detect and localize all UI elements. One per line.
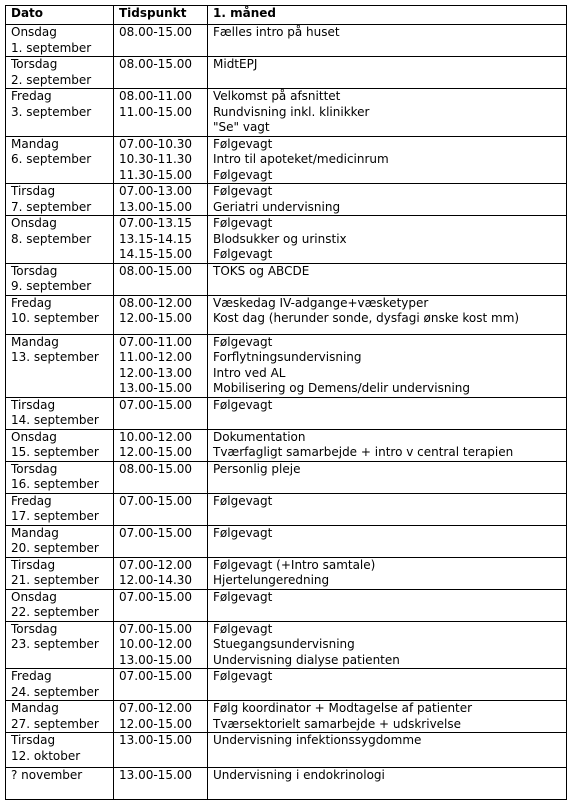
- cell-line: Fredag: [11, 493, 52, 508]
- cell-line: 15. september: [11, 445, 99, 459]
- table-row: [6, 136, 567, 184]
- cell-line: Tirsdag: [11, 184, 56, 198]
- activity-cell: [208, 557, 567, 589]
- table-row: [6, 461, 567, 493]
- date-cell: [6, 295, 114, 334]
- cell-line: 7. september: [11, 199, 92, 214]
- cell-line: Kost dag (herunder sonde, dysfagi ønske kost mm): [213, 311, 520, 325]
- date-cell: [6, 136, 114, 184]
- cell-line: Mandag: [11, 136, 59, 151]
- activity-cell: [208, 25, 567, 57]
- cell-line: Blodsukker og urinstix: [213, 231, 347, 246]
- time-cell: [114, 57, 208, 89]
- cell-line: 07.00-15.00: [119, 525, 193, 540]
- header-date: Dato: [6, 6, 114, 25]
- cell-line: Torsdag: [11, 461, 58, 476]
- date-cell: [6, 669, 114, 701]
- date-cell: [6, 89, 114, 137]
- cell-line: Følgevagt: [213, 669, 273, 683]
- cell-line: 08.00-15.00: [119, 57, 193, 71]
- time-cell: [114, 557, 208, 589]
- cell-line: Dokumentation: [213, 429, 306, 444]
- time-cell: [114, 334, 208, 397]
- cell-line: Intro ved AL: [213, 365, 286, 380]
- cell-line: Fredag: [11, 295, 52, 310]
- time-cell: [114, 295, 208, 334]
- cell-line: 08.00-15.00: [119, 263, 193, 278]
- cell-line: "Se" vagt: [213, 120, 270, 134]
- cell-line: 13. september: [11, 350, 99, 364]
- cell-line: Undervisning dialyse patienten: [213, 652, 400, 667]
- cell-line: Tværfagligt samarbejde + intro v central terapien: [213, 445, 514, 459]
- date-cell: [6, 701, 114, 733]
- activity-cell: [208, 589, 567, 621]
- cell-line: 13.00-15.00: [119, 733, 193, 747]
- cell-line: 07.00-15.00: [119, 669, 193, 683]
- cell-line: 13.00-15.00: [119, 381, 193, 395]
- cell-line: Onsdag: [11, 589, 57, 604]
- cell-line: Geriatri undervisning: [213, 199, 341, 214]
- cell-line: 12.00-15.00: [119, 716, 193, 731]
- cell-line: Fredag: [11, 89, 52, 103]
- cell-line: 07.00-11.00: [119, 334, 193, 349]
- table-row: [6, 216, 567, 264]
- activity-cell: [208, 768, 567, 800]
- cell-line: 1. september: [11, 40, 92, 55]
- table-row: [6, 589, 567, 621]
- activity-cell: [208, 493, 567, 525]
- date-cell: [6, 557, 114, 589]
- time-cell: [114, 184, 208, 216]
- table-row: [6, 429, 567, 461]
- cell-line: Følgevagt (+Intro samtale): [213, 557, 376, 572]
- cell-line: Fælles intro på huset: [213, 25, 340, 39]
- cell-line: 20. september: [11, 541, 99, 555]
- cell-line: Følgevagt: [213, 525, 273, 540]
- activity-cell: [208, 733, 567, 768]
- cell-line: 13.00-15.00: [119, 652, 193, 667]
- cell-line: 14. september: [11, 413, 99, 427]
- time-cell: [114, 701, 208, 733]
- header-row: [6, 6, 567, 25]
- date-cell: [6, 525, 114, 557]
- table-row: [6, 557, 567, 589]
- cell-line: Hjertelungeredning: [213, 573, 330, 587]
- table-row: [6, 397, 567, 429]
- cell-line: Følgevagt: [213, 216, 273, 230]
- activity-cell: [208, 263, 567, 295]
- table-row: [6, 768, 567, 800]
- cell-line: 3. september: [11, 104, 92, 119]
- cell-line: 07.00-15.00: [119, 621, 193, 636]
- cell-line: 07.00-15.00: [119, 589, 193, 604]
- cell-line: Mandag: [11, 334, 59, 349]
- cell-line: 08.00-15.00: [119, 461, 193, 476]
- cell-line: Tirsdag: [11, 397, 56, 412]
- activity-cell: [208, 525, 567, 557]
- time-cell: [114, 621, 208, 669]
- time-cell: [114, 397, 208, 429]
- date-cell: [6, 621, 114, 669]
- date-cell: [6, 334, 114, 397]
- table-row: [6, 263, 567, 295]
- activity-cell: [208, 429, 567, 461]
- cell-line: 07.00-15.00: [119, 397, 193, 412]
- schedule-table: [5, 5, 567, 800]
- cell-line: TOKS og ABCDE: [213, 263, 310, 278]
- cell-line: Personlig pleje: [213, 461, 301, 476]
- cell-line: 08.00-15.00: [119, 25, 193, 39]
- cell-line: Mobilisering og Demens/delir undervisning: [213, 381, 471, 395]
- cell-line: 2. september: [11, 72, 92, 87]
- time-cell: [114, 89, 208, 137]
- cell-line: Torsdag: [11, 263, 58, 278]
- cell-line: MidtEPJ: [213, 57, 258, 71]
- cell-line: 12.00-15.00: [119, 445, 193, 459]
- cell-line: 07.00-13.00: [119, 184, 193, 198]
- cell-line: 13.15-14.15: [119, 231, 193, 246]
- cell-line: Væskedag IV-adgange+væsketyper: [213, 295, 429, 310]
- cell-line: 16. september: [11, 477, 99, 491]
- cell-line: 12.00-15.00: [119, 311, 193, 325]
- activity-cell: [208, 621, 567, 669]
- table-row: [6, 25, 567, 57]
- date-cell: [6, 768, 114, 800]
- time-cell: [114, 768, 208, 800]
- cell-line: Torsdag: [11, 621, 58, 636]
- time-cell: [114, 493, 208, 525]
- activity-cell: [208, 216, 567, 264]
- cell-line: 13.00-15.00: [119, 199, 193, 214]
- cell-line: Forflytningsundervisning: [213, 350, 362, 364]
- time-cell: [114, 25, 208, 57]
- cell-line: 07.00-12.00: [119, 701, 193, 715]
- activity-cell: [208, 295, 567, 334]
- date-cell: [6, 397, 114, 429]
- cell-line: Følgevagt: [213, 136, 273, 151]
- cell-line: Mandag: [11, 701, 59, 715]
- cell-line: 17. september: [11, 509, 99, 523]
- activity-cell: [208, 334, 567, 397]
- time-cell: [114, 216, 208, 264]
- time-cell: [114, 429, 208, 461]
- cell-line: Følgevagt: [213, 589, 273, 604]
- cell-line: 21. september: [11, 573, 99, 587]
- date-cell: [6, 57, 114, 89]
- cell-line: 11.00-15.00: [119, 104, 193, 119]
- cell-line: Onsdag: [11, 25, 57, 39]
- activity-cell: [208, 461, 567, 493]
- header-month: 1. måned: [208, 6, 567, 25]
- table-row: [6, 493, 567, 525]
- cell-line: Følg koordinator + Modtagelse af patienter: [213, 701, 473, 715]
- cell-line: 07.00-10.30: [119, 136, 193, 151]
- activity-cell: [208, 57, 567, 89]
- cell-line: Stuegangsundervisning: [213, 637, 355, 651]
- cell-line: Velkomst på afsnittet: [213, 89, 341, 103]
- time-cell: [114, 136, 208, 184]
- cell-line: Torsdag: [11, 57, 58, 71]
- cell-line: Følgevagt: [213, 493, 273, 508]
- date-cell: [6, 25, 114, 57]
- time-cell: [114, 589, 208, 621]
- time-cell: [114, 733, 208, 768]
- time-cell: [114, 669, 208, 701]
- cell-line: ? november: [11, 768, 83, 782]
- time-cell: [114, 525, 208, 557]
- cell-line: Rundvisning inkl. klinikker: [213, 104, 370, 119]
- date-cell: [6, 461, 114, 493]
- cell-line: Mandag: [11, 525, 59, 540]
- cell-line: 10.00-12.00: [119, 429, 193, 444]
- activity-cell: [208, 136, 567, 184]
- cell-line: Følgevagt: [213, 167, 273, 182]
- cell-line: Tirsdag: [11, 733, 56, 747]
- cell-line: 10. september: [11, 311, 99, 325]
- cell-line: Undervisning infektionssygdomme: [213, 733, 422, 747]
- cell-line: 12.00-13.00: [119, 365, 193, 380]
- cell-line: 08.00-11.00: [119, 89, 193, 103]
- date-cell: [6, 589, 114, 621]
- cell-line: Undervisning i endokrinologi: [213, 768, 385, 782]
- table-row: [6, 669, 567, 701]
- cell-line: Tværsektorielt samarbejde + udskrivelse: [213, 716, 462, 731]
- cell-line: 14.15-15.00: [119, 247, 193, 261]
- cell-line: 08.00-12.00: [119, 295, 193, 310]
- activity-cell: [208, 184, 567, 216]
- cell-line: Onsdag: [11, 429, 57, 444]
- cell-line: 12. oktober: [11, 748, 81, 763]
- cell-line: Følgevagt: [213, 334, 273, 349]
- time-cell: [114, 263, 208, 295]
- cell-line: 23. september: [11, 637, 99, 651]
- cell-line: 07.00-15.00: [119, 493, 193, 508]
- date-cell: [6, 216, 114, 264]
- table-row: [6, 89, 567, 137]
- cell-line: 12.00-14.30: [119, 573, 193, 587]
- header-time: Tidspunkt: [114, 6, 208, 25]
- table-row: [6, 295, 567, 334]
- cell-line: Onsdag: [11, 216, 57, 230]
- date-cell: [6, 263, 114, 295]
- cell-line: 24. september: [11, 684, 99, 699]
- cell-line: 07.00-12.00: [119, 557, 193, 572]
- activity-cell: [208, 89, 567, 137]
- cell-line: Følgevagt: [213, 621, 273, 636]
- cell-line: 07.00-13.15: [119, 216, 193, 230]
- table-row: [6, 57, 567, 89]
- cell-line: 8. september: [11, 231, 92, 246]
- table-row: [6, 525, 567, 557]
- date-cell: [6, 429, 114, 461]
- cell-line: 10.00-12.00: [119, 637, 193, 651]
- cell-line: 6. september: [11, 152, 92, 166]
- cell-line: 11.30-15.00: [119, 167, 193, 182]
- date-cell: [6, 184, 114, 216]
- cell-line: Følgevagt: [213, 397, 273, 412]
- cell-line: 27. september: [11, 716, 99, 731]
- cell-line: Følgevagt: [213, 184, 273, 198]
- table-row: [6, 733, 567, 768]
- activity-cell: [208, 397, 567, 429]
- table-row: [6, 184, 567, 216]
- cell-line: 10.30-11.30: [119, 152, 193, 166]
- date-cell: [6, 493, 114, 525]
- cell-line: 11.00-12.00: [119, 350, 193, 364]
- cell-line: 9. september: [11, 279, 92, 293]
- activity-cell: [208, 701, 567, 733]
- date-cell: [6, 733, 114, 768]
- time-cell: [114, 461, 208, 493]
- cell-line: 22. september: [11, 605, 99, 619]
- cell-line: 13.00-15.00: [119, 768, 193, 782]
- cell-line: Følgevagt: [213, 247, 273, 261]
- table-row: [6, 334, 567, 397]
- cell-line: Fredag: [11, 669, 52, 683]
- activity-cell: [208, 669, 567, 701]
- cell-line: Intro til apoteket/medicinrum: [213, 152, 389, 166]
- table-row: [6, 621, 567, 669]
- table-row: [6, 701, 567, 733]
- cell-line: Tirsdag: [11, 557, 56, 572]
